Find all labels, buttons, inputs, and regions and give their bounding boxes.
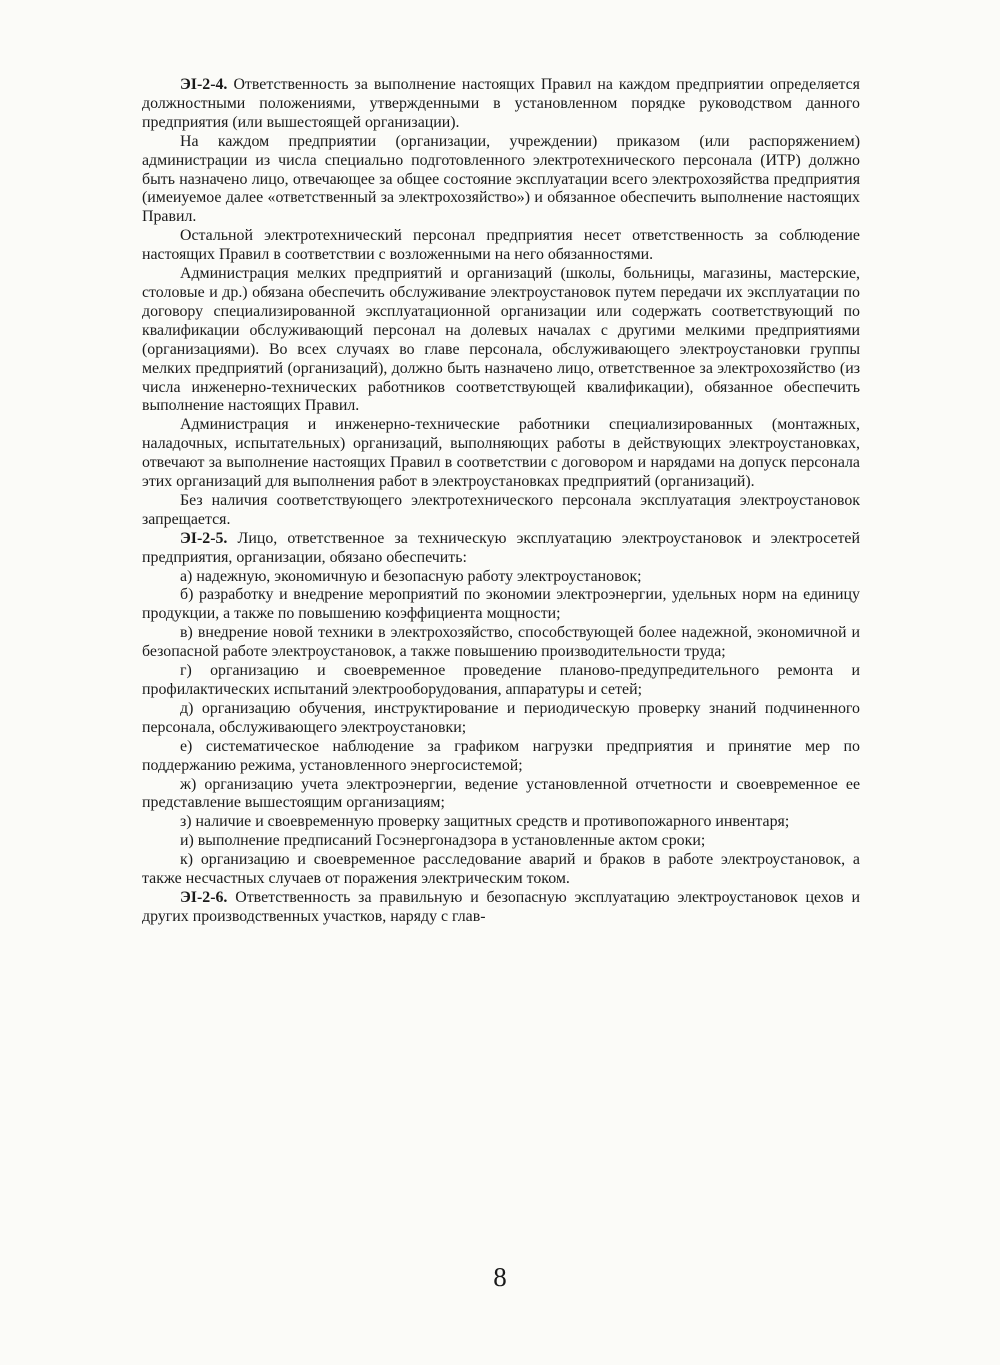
list-item-text: б) разработку и внедрение мероприятий по экономии электроэнергии, удельных норм на единицу продукции, а также по повышению коэффициента мощности; (142, 586, 860, 623)
list-item-text: и) выполнение предписаний Госэнергонадзора в установленные актом сроки; (180, 832, 706, 850)
list-item-v (142, 624, 860, 662)
list-item-text: ж) организацию учета электроэнергии, ведение установленной отчетности и своевременное ее представление вышестоящим организациям; (142, 775, 860, 812)
body-text (142, 76, 860, 927)
paragraph-other-personnel (142, 227, 860, 265)
list-item-text: в) внедрение новой техники в электрохозяйство, способствующей более надежной, экономичной и безопасной работе электроустановок, а также повышению производительности труда; (142, 624, 860, 661)
paragraph-e1-2-5 (142, 530, 860, 568)
clause-number: ЭI-2-4. (180, 76, 228, 93)
paragraph-text: На каждом предприятии (организации, учреждении) приказом (или распоряжением) администрации из числа специально подготовленного электротехнического персонала (ИТР) должно быть назначено лицо, отвечающее за общее состояние эксплуатации всего электрохозяйства предприятия (имеиуемое далее «ответственный за электрохозяйство») и обязанное обеспечить выполнение настоящих Правил. (142, 132, 860, 226)
paragraph-text: Лицо, ответственное за техническую эксплуатацию электроустановок и электросетей предприятия, организации, обязано обеспечить: (142, 529, 860, 566)
list-item-z (142, 813, 860, 832)
list-item-g (142, 662, 860, 700)
list-item-text: з) наличие и своевременную проверку защитных средств и противопожарного инвентаря; (180, 813, 790, 831)
paragraph-e1-2-6 (142, 889, 860, 927)
paragraph-text: Остальной электротехнический персонал предприятия несет ответственность за соблюдение настоящих Правил в соответствии с возложенными на него обязанностями. (142, 227, 860, 264)
paragraph-responsible-person (142, 133, 860, 228)
list-item-b (142, 586, 860, 624)
clause-number: ЭI-2-6. (180, 888, 228, 906)
paragraph-prohibition (142, 492, 860, 530)
paragraph-text: Администрация мелких предприятий и организаций (школы, больницы, магазины, мастерские, столовые и др.) обязана обеспечить обслуживание электроустановок путем передачи их эксплуатации по договору специализированной эксплуатационной организации или содержать соответствующий по квалификации обслуживающий персонал на долевых началах с другими мелкими предприятиями (организациями). Во всех случаях во главе персонала, обслуживающего электроустановки группы мелких предприятий (организаций), должно быть назначено лицо, ответственное за электрохозяйство (из числа инженерно-технических работников соответствующей квалификации), обязанное обеспечить выполнение настоящих Правил. (142, 265, 860, 415)
list-item-a (142, 568, 860, 587)
list-item-zh (142, 776, 860, 814)
page-number: 8 (493, 1262, 507, 1292)
paragraph-specialized-organizations (142, 416, 860, 492)
paragraph-text: Ответственность за выполнение настоящих Правил на каждом предприятии определяется должностными положениями, утвержденными в установленном порядке руководством данного предприятия (или вышестоящей организации). (142, 76, 860, 131)
clause-number: ЭI-2-5. (180, 529, 228, 547)
list-item-text: а) надежную, экономичную и безопасную работу электроустановок; (180, 567, 642, 585)
paragraph-e1-2-4 (142, 76, 860, 133)
list-item-text: г) организацию и своевременное проведение планово-предупредительного ремонта и профилактических испытаний электрооборудования, аппаратуры и сетей; (142, 662, 860, 698)
list-item-k (142, 851, 860, 889)
list-item-i (142, 832, 860, 851)
list-item-text: к) организацию и своевременное расследование аварий и браков в работе электроустановок, а также несчастных случаев от поражения электрическим током. (142, 851, 860, 888)
list-item-d (142, 700, 860, 738)
paragraph-text: Администрация и инженерно-технические работники специализированных (монтажных, наладочных, испытательных) организаций, выполняющих работы в действующих электроустановках, отвечают за выполнение настоящих Правил в соответствии с договором и нарядами на допуск персонала этих организаций для выполнения работ в электроустановках предприятий (организаций). (142, 416, 860, 491)
paragraph-text: Без наличия соответствующего электротехнического персонала эксплуатация электроустановок запрещается. (142, 491, 860, 528)
paragraph-text: Ответственность за правильную и безопасную эксплуатацию электроустановок цехов и других производственных участков, наряду с глав- (142, 888, 860, 925)
list-item-e (142, 738, 860, 776)
list-item-text: д) организацию обучения, инструктирование и периодическую проверку знаний подчиненного персонала, обслуживающего электроустановки; (142, 699, 860, 736)
list-item-text: е) систематическое наблюдение за графиком нагрузки предприятия и принятие мер по поддержанию режима, установленного энергосистемой; (142, 737, 860, 774)
paragraph-small-enterprises (142, 265, 860, 416)
